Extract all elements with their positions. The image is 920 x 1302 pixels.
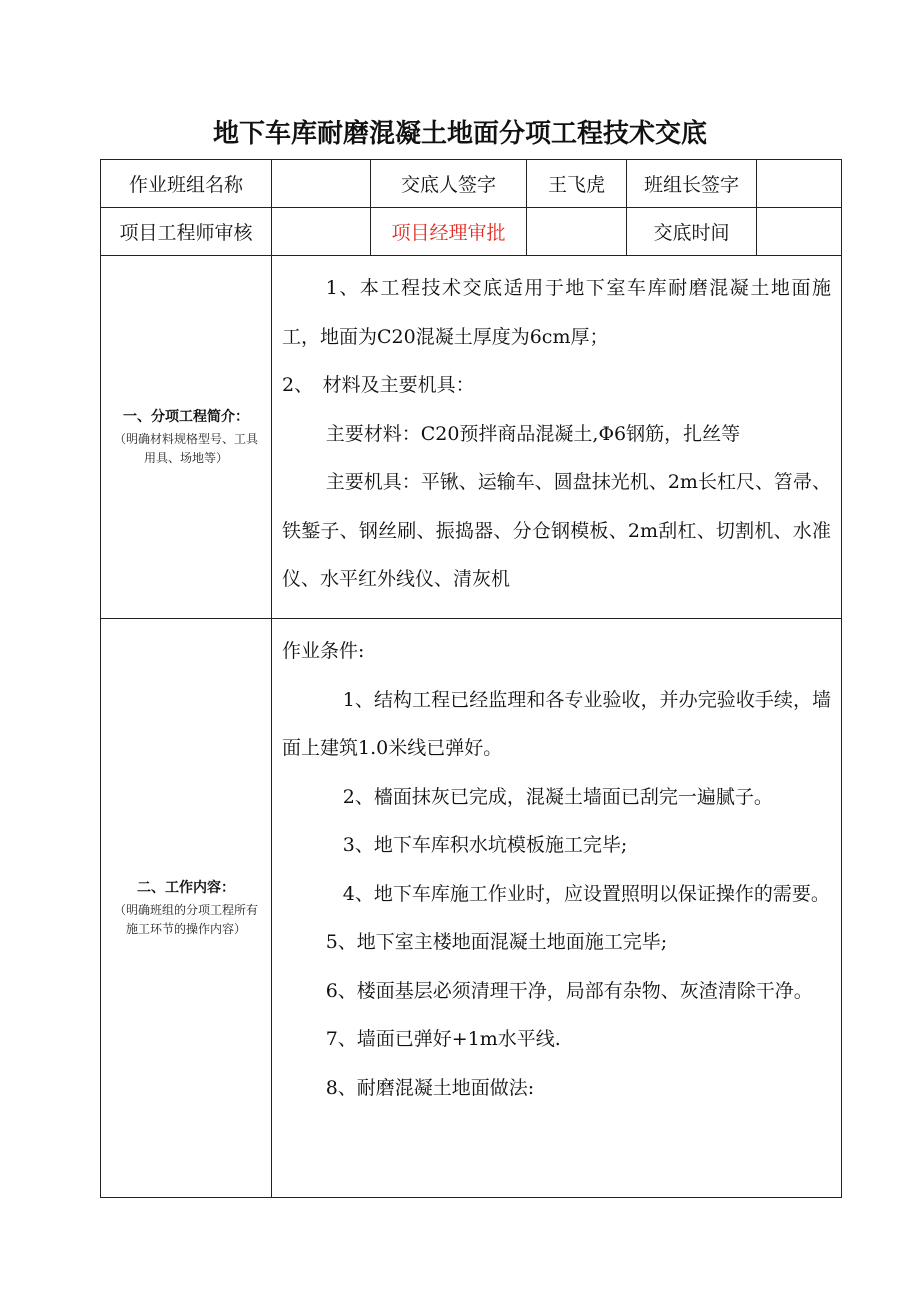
section-1-row bbox=[101, 256, 842, 619]
section-1-paragraph: 主要机具：平锹、运输车、圆盘抹光机、2m长杠尺、笤帚、铁錾子、钢丝刷、振捣器、分仓钢模板、2m刮杠、切割机、水准仪、水平红外线仪、清灰机 bbox=[282, 471, 831, 590]
manager-approve-field[interactable] bbox=[527, 208, 627, 256]
header-row-2 bbox=[101, 208, 842, 256]
section-1-paragraph: 1、本工程技术交底适用于地下室车库耐磨混凝土地面施工，地面为C20混凝土厚度为6cm厚； bbox=[282, 277, 831, 348]
section-2-paragraph: 2、檣面抹灰已完成，混凝土墙面已刮完一遍腻子。 bbox=[342, 785, 773, 808]
section-2-label bbox=[101, 619, 272, 1198]
section-2-title: 二、工作内容： bbox=[137, 880, 235, 896]
leader-sign-label: 班组长签字 bbox=[627, 160, 757, 208]
section-2-paragraph: 3、地下车库积水坑模板施工完毕; bbox=[342, 834, 628, 856]
engineer-review-label: 项目工程师审核 bbox=[101, 208, 272, 256]
team-name-label: 作业班组名称 bbox=[101, 160, 272, 208]
section-1-title: 一、分项工程简介： bbox=[123, 409, 249, 425]
section-2-paragraph: 4、地下车库施工作业时，应设置照明以保证操作的需要。 bbox=[342, 882, 830, 905]
section-1-content bbox=[272, 256, 842, 619]
section-2-note: （明确班组的分项工程所有施工环节的操作内容） bbox=[113, 903, 258, 936]
section-1-paragraph: 2、 材料及主要机具： bbox=[282, 374, 475, 396]
briefer-sign-field[interactable]: 王飞虎 bbox=[527, 160, 627, 208]
section-2-paragraph: 7、墙面已弹好+1m水平线. bbox=[325, 1028, 561, 1050]
header-row-1 bbox=[101, 160, 842, 208]
section-1-paragraph: 主要材料：C20预拌商品混凝土,Φ6钢筋，扎丝等 bbox=[325, 422, 741, 445]
section-1-label bbox=[101, 256, 272, 619]
brief-time-field[interactable] bbox=[757, 208, 842, 256]
team-name-field[interactable] bbox=[272, 160, 371, 208]
manager-approve-label: 项目经理审批 bbox=[371, 208, 527, 256]
brief-time-label: 交底时间 bbox=[627, 208, 757, 256]
section-2-paragraph: 6、楼面基层必须清理干净，局部有杂物、灰渣清除干净。 bbox=[325, 979, 813, 1002]
section-2-paragraph: 5、地下室主楼地面混凝土地面施工完毕; bbox=[325, 931, 668, 953]
section-1-note: （明确材料规格型号、工具用具、场地等） bbox=[113, 432, 258, 465]
document-title: 地下车库耐磨混凝土地面分项工程技术交底 bbox=[212, 119, 707, 149]
engineer-review-field[interactable] bbox=[272, 208, 371, 256]
section-2-paragraph: 作业条件: bbox=[282, 640, 365, 662]
section-2-content bbox=[272, 619, 842, 1198]
section-2-paragraph: 8、耐磨混凝土地面做法: bbox=[325, 1076, 535, 1099]
disclosure-table bbox=[100, 159, 842, 1198]
briefer-sign-label: 交底人签字 bbox=[371, 160, 527, 208]
section-2-row bbox=[101, 619, 842, 1198]
leader-sign-field[interactable] bbox=[757, 160, 842, 208]
section-2-paragraph: 1、结构工程已经监理和各专业验收，并办完验收手续，墙面上建筑1.0米线已弹好。 bbox=[282, 688, 831, 759]
